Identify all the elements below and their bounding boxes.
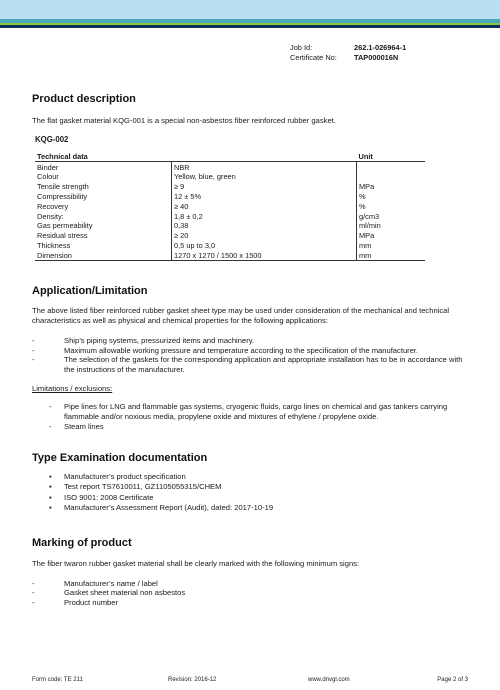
table-cell-property: Density: (37, 211, 64, 221)
table-cell-value: ≥ 20 (172, 231, 357, 241)
table-row (35, 172, 425, 182)
marking-text: The fiber twaron rubber gasket material shall be clearly marked with the following minimum signs: (32, 559, 360, 569)
table-cell-unit: % (357, 192, 426, 202)
application-list (32, 336, 468, 375)
list-item-text: Ship’s piping systems, pressurized items and machinery. (64, 335, 255, 345)
product-subheading: KQG-002 (35, 134, 69, 144)
table-header-row (35, 152, 425, 162)
table-cell-value: Yellow, blue, green (172, 172, 357, 182)
list-item-text: Product number (64, 598, 119, 608)
table-cell-property: Recovery (37, 201, 69, 211)
list-item-text: Steam lines (64, 421, 104, 431)
table-row (35, 221, 425, 231)
table-cell-value: 1270 x 1270 / 1500 x 1500 (172, 251, 357, 261)
list-item (32, 503, 468, 514)
list-item-text: The selection of the gaskets for the corresponding application and appropriate installation has to be in accordance with the instructions of the manufacturer. (64, 355, 463, 375)
header-band-sky (0, 0, 500, 19)
list-item (32, 598, 468, 608)
table-row (35, 162, 425, 172)
bullet-marker: ▪ (49, 482, 52, 492)
footer-website[interactable]: www.dnvgl.com (308, 677, 350, 683)
list-item (32, 346, 468, 356)
table-cell-value: 0,5 up to 3,0 (172, 241, 357, 251)
table-cell-unit: g/cm3 (357, 211, 426, 221)
list-item (32, 493, 468, 504)
list-item (32, 336, 468, 346)
list-item (32, 402, 468, 421)
job-id-value: 262.1-026964-1 (354, 43, 407, 52)
footer-page-number: Page 2 of 3 (437, 677, 468, 683)
header-band-navy (0, 25, 500, 28)
marking-heading: Marking of product (32, 537, 132, 550)
list-item-text: Test report TS7610011, GZ1105055315/CHEM (64, 482, 222, 492)
table-row (35, 251, 425, 261)
table-cell-property: Residual stress (37, 231, 88, 241)
dash-marker: - (49, 402, 52, 412)
table-cell-unit: mm (357, 241, 426, 251)
job-info (290, 43, 406, 63)
list-item-text: Pipe lines for LNG and flammable gas systems, cryogenic fluids, cargo lines on chemical and gas tankers carrying flammable and/or noxious media, propylene oxide and mixtures of ethylene / propylene oxide. (64, 402, 448, 422)
table-cell-property: Binder (37, 162, 59, 172)
table-cell-unit: ml/min (357, 221, 426, 231)
marking-list (32, 579, 468, 608)
table-cell-value: NBR (172, 162, 357, 172)
limitations-list (32, 402, 468, 431)
technical-data-table (35, 152, 425, 262)
dash-marker: - (49, 421, 52, 431)
list-item-text: ISO 9001: 2008 Certificate (64, 492, 154, 502)
dash-marker: - (32, 345, 35, 355)
list-item-text: Maximum allowable working pressure and temperature according to the specification of the manufacturer. (64, 345, 419, 355)
type-examination-heading: Type Examination documentation (32, 451, 208, 464)
header-unit: Unit (357, 152, 426, 162)
footer-form-code: Form code: TE 211 (32, 677, 83, 683)
dash-marker: - (32, 355, 35, 365)
bullet-marker: ▪ (49, 503, 52, 513)
list-item (32, 482, 468, 493)
dash-marker: - (32, 598, 35, 608)
table-row (35, 182, 425, 192)
list-item (32, 355, 468, 374)
table-row (35, 202, 425, 212)
dash-marker: - (32, 578, 35, 588)
job-id-label: Job Id: (290, 43, 313, 52)
header-value (172, 152, 357, 162)
table-cell-value: ≥ 40 (172, 202, 357, 212)
header-band (0, 0, 500, 30)
application-heading: Application/Limitation (32, 285, 148, 298)
certificate-value: TAP000016N (354, 53, 399, 62)
list-item-text: Manufacturer’s name / label (64, 578, 158, 588)
table-cell-unit: MPa (357, 231, 426, 241)
bullet-marker: ▪ (49, 492, 52, 502)
dash-marker: - (32, 335, 35, 345)
table-row (35, 241, 425, 251)
list-item-text: Manufacturer’s Assessment Report (Audit), dated: 2017-10-19 (64, 503, 274, 513)
table-cell-unit (357, 162, 426, 172)
list-item (32, 579, 468, 589)
table-row (35, 192, 425, 202)
table-cell-value: 0,38 (172, 221, 357, 231)
table-cell-property: Dimension (35, 251, 172, 261)
table-cell-property: Gas permeability (37, 221, 93, 231)
bullet-marker: ▪ (49, 471, 52, 481)
header-technical-data: Technical data (35, 152, 172, 162)
table-cell-value: ≥ 9 (172, 182, 357, 192)
table-cell-value: 1,8 ± 0,2 (172, 211, 357, 221)
table-cell-unit: % (357, 202, 426, 212)
list-item (32, 422, 468, 432)
table-cell-value: 12 ± 5% (172, 192, 357, 202)
type-examination-list (32, 472, 468, 514)
document-body (32, 92, 468, 608)
list-item-text: Manufacturer’s product specification (64, 471, 186, 481)
product-description-heading: Product description (32, 93, 136, 105)
footer-revision: Revision: 2016-12 (168, 677, 217, 683)
table-row (35, 211, 425, 221)
limitations-title: Limitations / exclusions: (32, 383, 113, 393)
table-cell-unit: MPa (357, 182, 426, 192)
table-cell-unit (357, 172, 426, 182)
table-cell-property: Colour (37, 172, 59, 182)
list-item (32, 588, 468, 598)
table-cell-unit: mm (357, 251, 426, 261)
table-cell-property: Thickness (37, 241, 71, 251)
list-item-text: Gasket sheet material non asbestos (64, 588, 186, 598)
product-description-text: The flat gasket material KQG-001 is a special non-asbestos fiber reinforced rubber gasket. (32, 116, 336, 125)
table-row (35, 231, 425, 241)
table-cell-property: Compressibility (37, 192, 88, 202)
list-item (32, 472, 468, 483)
application-text: The above listed fiber reinforced rubber gasket sheet type may be used under consideration of the mechanical and technical characteristics as well as physical and chemical properties for the following applications: (32, 306, 450, 326)
table-cell-property: Tensile strength (37, 182, 89, 192)
dash-marker: - (32, 588, 35, 598)
certificate-label: Certificate No: (290, 53, 337, 62)
